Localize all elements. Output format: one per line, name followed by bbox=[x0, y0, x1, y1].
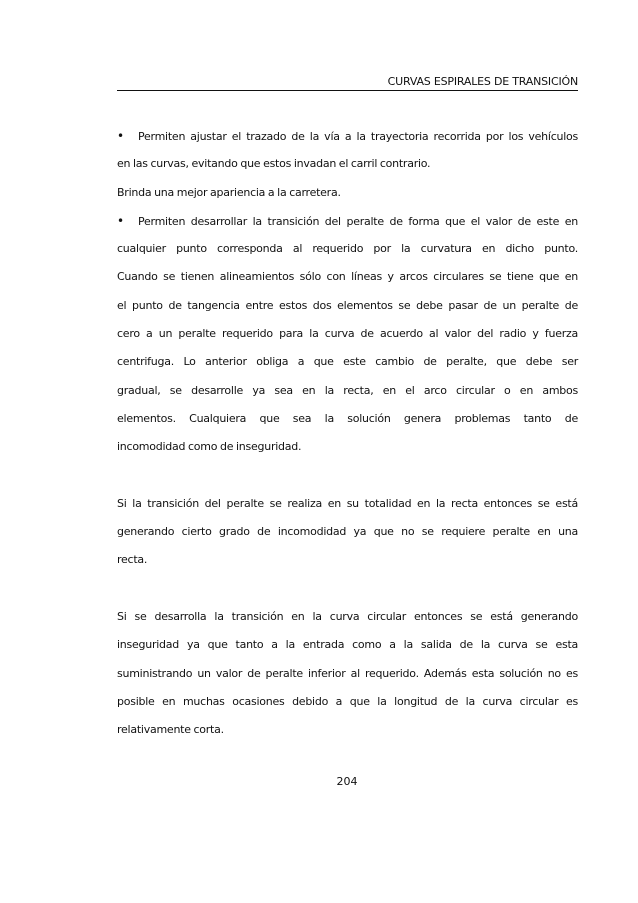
text-line: Brinda una mejor apariencia a la carretera. bbox=[117, 185, 341, 199]
text-line: el punto de tangencia entre estos dos elementos se debe pasar de un peralte de bbox=[117, 298, 578, 312]
text-line: inseguridad ya que tanto a la entrada como a la salida de la curva se esta bbox=[117, 638, 578, 652]
text-line: elementos. Cualquiera que sea la solución genera problemas tanto de bbox=[117, 411, 578, 425]
text-line: relativamente corta. bbox=[117, 723, 224, 737]
text-line: generando cierto grado de incomodidad ya que no se requiere peralte en una bbox=[117, 525, 578, 539]
bullet-icon: • bbox=[117, 213, 124, 228]
running-header: CURVAS ESPIRALES DE TRANSICIÓN bbox=[387, 75, 578, 88]
page-body bbox=[117, 122, 578, 745]
text-line: Cuando se tienen alineamientos sólo con líneas y arcos circulares se tiene que en bbox=[117, 270, 578, 284]
text-line: recta. bbox=[117, 553, 148, 567]
text-line: gradual, se desarrolle ya sea en la recta, en el arco circular o en ambos bbox=[117, 383, 578, 397]
text-line: suministrando un valor de peralte inferior al requerido. Además esta solución no es bbox=[117, 666, 578, 680]
text-line: Si se desarrolla la transición en la curva circular entonces se está generando bbox=[117, 610, 578, 624]
text-line: cualquier punto corresponda al requerido por la curvatura en dicho punto. bbox=[117, 242, 578, 256]
text-line: centrifuga. Lo anterior obliga a que este cambio de peralte, que debe ser bbox=[117, 355, 578, 369]
text-line: en las curvas, evitando que estos invadan el carril contrario. bbox=[117, 157, 431, 171]
text-line: Permiten desarrollar la transición del peralte de forma que el valor de este en bbox=[138, 214, 578, 228]
text-line: cero a un peralte requerido para la curva de acuerdo al valor del radio y fuerza bbox=[117, 327, 578, 341]
paragraph-gap bbox=[117, 575, 578, 603]
text-line: posible en muchas ocasiones debido a que la longitud de la curva circular es bbox=[117, 694, 578, 708]
bullet-item-2-line bbox=[117, 207, 578, 235]
header-rule bbox=[117, 90, 578, 91]
bullet-icon: • bbox=[117, 129, 124, 143]
text-line: Permiten ajustar el trazado de la vía a la trayectoria recorrida por los vehículos bbox=[138, 130, 578, 143]
paragraph-gap bbox=[117, 462, 578, 490]
bullet-item-1-line bbox=[117, 122, 578, 150]
page-number: 204 bbox=[336, 775, 358, 788]
text-line: incomodidad como de inseguridad. bbox=[117, 440, 302, 454]
text-line: Si la transición del peralte se realiza en su totalidad en la recta entonces se está bbox=[117, 496, 578, 510]
